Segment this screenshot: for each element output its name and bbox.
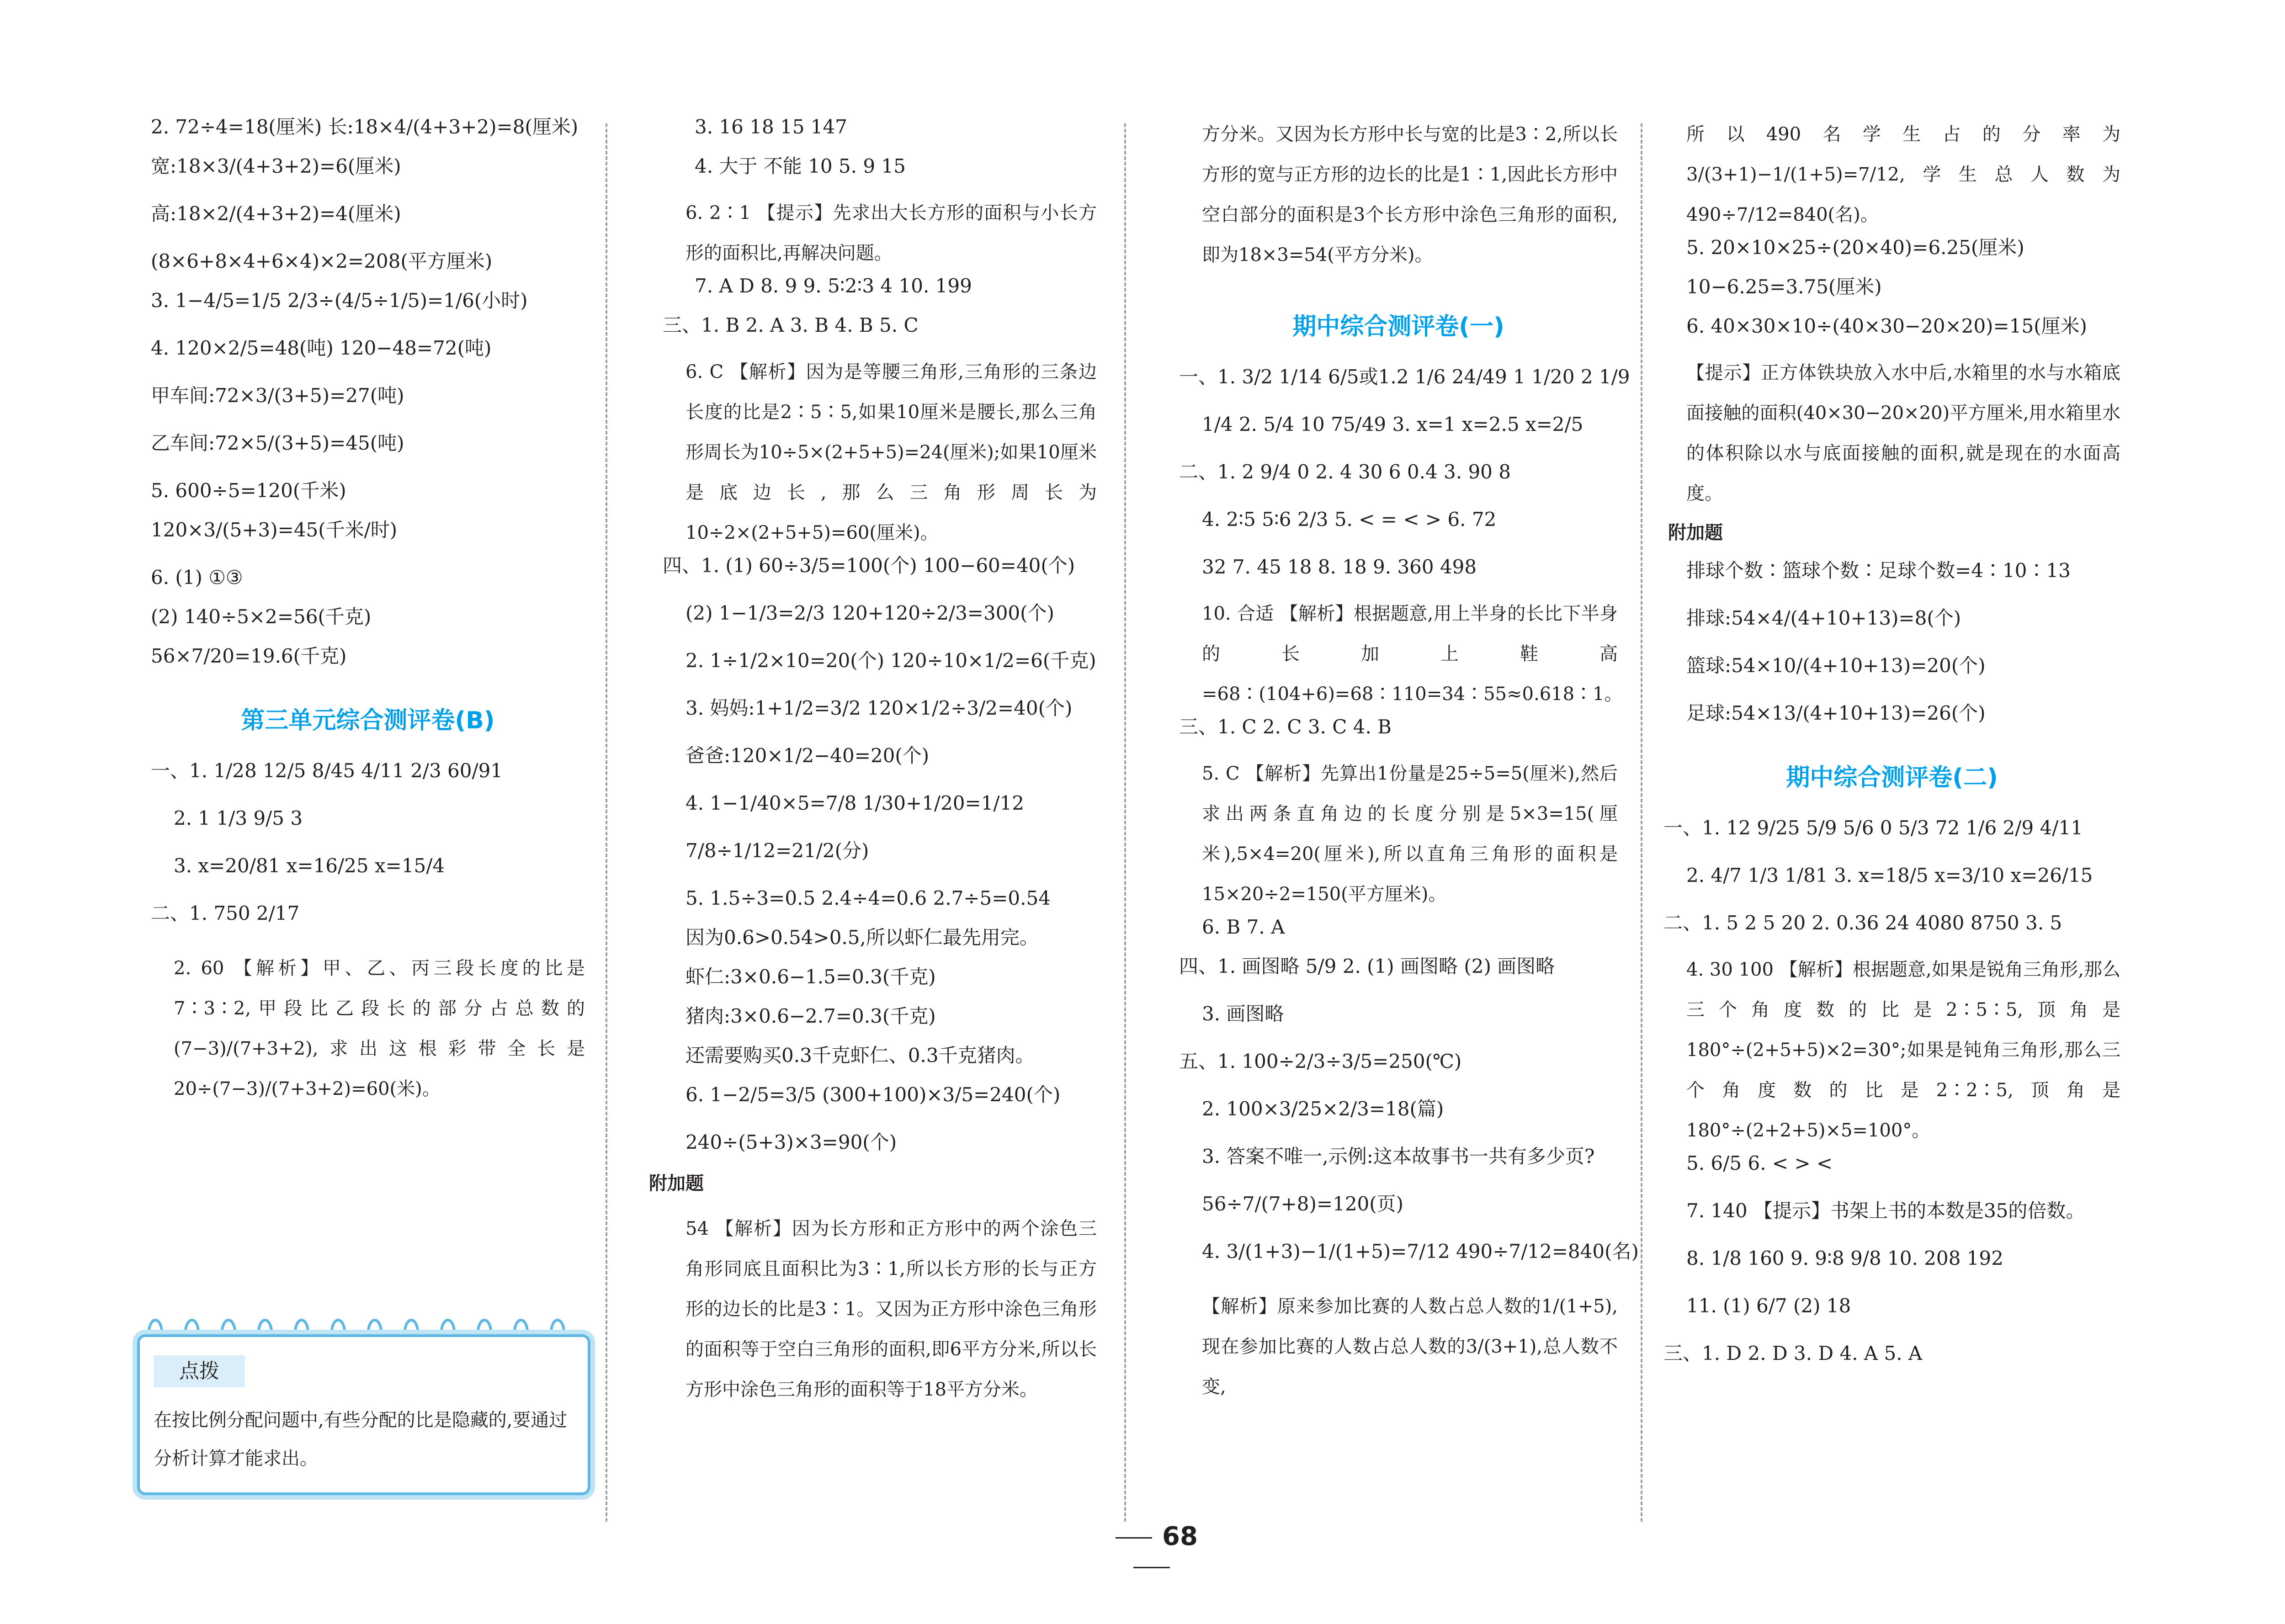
answer-paragraph: 2. 60 【解析】甲、乙、丙三段长度的比是7∶3∶2,甲段比乙段长的部分占总数的(7−3)/(7+3+2),求出这根彩带全长是20÷(7−3)/(7+3+2)=60(米)。 — [174, 958, 585, 1099]
answer-line: 5. 1.5÷3=0.5 2.4÷4=0.6 2.7÷5=0.54 — [686, 887, 1051, 909]
extra-title: 附加题 — [649, 1173, 704, 1194]
answer-line: 二、1. 2 9/4 0 2. 4 30 6 0.4 3. 90 8 — [1179, 461, 1511, 483]
column-1 — [151, 114, 585, 1109]
answer-line: 3. 1−4/5=1/5 2/3÷(4/5÷1/5)=1/6(小时) — [151, 289, 528, 312]
answer-line: 7. A D 8. 9 9. 5∶2∶3 4 10. 199 — [695, 275, 972, 297]
answer-line: 56÷7/(7+8)=120(页) — [1202, 1193, 1404, 1215]
answer-line: 3. 答案不唯一,示例:这本故事书一共有多少页? — [1202, 1145, 1595, 1168]
column-2 — [649, 114, 1097, 1410]
answer-paragraph: 6. C 【解析】因为是等腰三角形,三角形的三条边长度的比是2∶5∶5,如果10厘米是腰长,那么三角形周长为10÷5×(2+5+5)=24(厘米);如果10厘米是底边长,那么三角形周长为10÷2×(2+5+5)=60(厘米)。 — [686, 361, 1097, 543]
answer-line: 宽:18×3/(4+3+2)=6(厘米) — [151, 155, 401, 177]
answer-line: 4. 1−1/40×5=7/8 1/30+1/20=1/12 — [686, 792, 1025, 814]
extra-title: 附加题 — [1668, 522, 1723, 543]
answer-paragraph: 所以490名学生占的分率为3/(3+1)−1/(1+5)=7/12,学生总人数为490÷7/12=840(名)。 — [1686, 124, 2120, 225]
answer-line: 二、1. 750 2/17 — [151, 902, 300, 924]
answer-line: 因为0.6>0.54>0.5,所以虾仁最先用完。 — [686, 926, 1039, 949]
answer-line: 3. x=20/81 x=16/25 x=15/4 — [174, 854, 445, 877]
answer-paragraph: 6. 2∶1 【提示】先求出大长方形的面积与小长方形的面积比,再解决问题。 — [686, 202, 1097, 264]
answer-line: 三、1. D 2. D 3. D 4. A 5. A — [1663, 1342, 1923, 1364]
answer-line: 8. 1/8 160 9. 9∶8 9/8 10. 208 192 — [1686, 1247, 2003, 1269]
answer-line: 11. (1) 6/7 (2) 18 — [1686, 1295, 1851, 1317]
answer-line: 3. 妈妈:1+1/2=3/2 120×1/2÷3/2=40(个) — [686, 697, 1073, 719]
answer-line: 四、1. 画图略 5/9 2. (1) 画图略 (2) 画图略 — [1179, 955, 1555, 977]
answer-line: 2. 4/7 1/3 1/81 3. x=18/5 x=3/10 x=26/15 — [1686, 864, 2093, 886]
answer-line: 三、1. C 2. C 3. C 4. B — [1179, 716, 1392, 738]
answer-line: 2. 1 1/3 9/5 3 — [174, 807, 303, 829]
answer-line: 2. 72÷4=18(厘米) 长:18×4/(4+3+2)=8(厘米) — [151, 116, 579, 138]
answer-line: 120×3/(5+3)=45(千米/时) — [151, 519, 398, 541]
answer-line: 7/8÷1/12=21/2(分) — [686, 839, 869, 862]
answer-line: 虾仁:3×0.6−1.5=0.3(千克) — [686, 966, 936, 988]
answer-line: 7. 140 【提示】书架上书的本数是35的倍数。 — [1686, 1199, 2085, 1222]
answer-paragraph: 54 【解析】因为长方形和正方形中的两个涂色三角形同底且面积比为3∶1,所以长方形的长与正方形的边长的比是3∶1。又因为正方形中涂色三角形的面积等于空白三角形的面积,即6平方分米,所以长方形中涂色三角形的面积等于18平方分米。 — [686, 1218, 1097, 1400]
answer-line: 3. 16 18 15 147 — [695, 116, 847, 138]
answer-line: 10−6.25=3.75(厘米) — [1686, 276, 1882, 298]
answer-line: 6. B 7. A — [1202, 916, 1285, 938]
answer-line: 4. 3/(1+3)−1/(1+5)=7/12 490÷7/12=840(名) — [1202, 1240, 1639, 1263]
answer-line: 还需要购买0.3千克虾仁、0.3千克猪肉。 — [686, 1044, 1035, 1067]
column-divider — [606, 123, 607, 1522]
answer-line: 4. 2∶5 5∶6 2/3 5. < = < > 6. 72 — [1202, 508, 1497, 531]
answer-line: 二、1. 5 2 5 20 2. 0.36 24 4080 8750 3. 5 — [1663, 912, 2062, 934]
answer-line: 4. 大于 不能 10 5. 9 15 — [695, 155, 906, 177]
answer-line: 2. 100×3/25×2/3=18(篇) — [1202, 1098, 1444, 1120]
answer-line: 三、1. B 2. A 3. B 4. B 5. C — [663, 314, 919, 336]
answer-paragraph: 【解析】原来参加比赛的人数占总人数的1/(1+5),现在参加比赛的人数占总人数的3/(3+1),总人数不变, — [1202, 1296, 1618, 1397]
answer-line: (2) 140÷5×2=56(千克) — [151, 605, 372, 628]
answer-line: 一、1. 3/2 1/14 6/5或1.2 1/6 24/49 1 1/20 2 1/9 — [1179, 366, 1630, 388]
answer-line: (8×6+8×4+6×4)×2=208(平方厘米) — [151, 250, 493, 272]
answer-paragraph: 方分米。又因为长方形中长与宽的比是3∶2,所以长方形的宽与正方形的边长的比是1∶1,因此长方形中空白部分的面积是3个长方形中涂色三角形的面积,即为18×3=54(平方分米)。 — [1202, 124, 1618, 265]
answer-line: 5. 6/5 6. < > < — [1686, 1152, 1833, 1174]
answer-line: 足球:54×13/(4+10+13)=26(个) — [1686, 702, 1986, 724]
answer-line: 3. 画图略 — [1202, 1003, 1284, 1025]
answer-line: 4. 120×2/5=48(吨) 120−48=72(吨) — [151, 337, 492, 359]
answer-line: 240÷(5+3)×3=90(个) — [686, 1131, 897, 1153]
answer-line: 5. 600÷5=120(千米) — [151, 479, 346, 502]
answer-line: 一、1. 1/28 12/5 8/45 4/11 2/3 60/91 — [151, 759, 503, 782]
answer-line: 爸爸:120×1/2−40=20(个) — [686, 744, 930, 767]
answer-paragraph: 4. 30 100 【解析】根据题意,如果是锐角三角形,那么三个角度数的比是2∶5∶5,顶角是180°÷(2+5+5)×2=30°;如果是钝角三角形,那么三个角度数的比是2∶2∶5,顶角是180°÷(2+2+5)×5=100°。 — [1686, 959, 2120, 1141]
answer-line: 排球:54×4/(4+10+13)=8(个) — [1686, 607, 1961, 629]
answer-line: 5. 20×10×25÷(20×40)=6.25(厘米) — [1686, 236, 2025, 259]
answer-paragraph: 10. 合适 【解析】根据题意,用上半身的长比下半身的长加上鞋高=68∶(104+6)=68∶110=34∶55≈0.618∶1。 — [1202, 603, 1623, 705]
answer-line: 56×7/20=19.6(千克) — [151, 645, 347, 667]
answer-line: 高:18×2/(4+3+2)=4(厘米) — [151, 202, 401, 225]
answer-line: 1/4 2. 5/4 10 75/49 3. x=1 x=2.5 x=2/5 — [1202, 413, 1584, 435]
answer-line: 一、1. 12 9/25 5/9 5/6 0 5/3 72 1/6 2/9 4/11 — [1663, 817, 2083, 839]
answer-line: 6. 1−2/5=3/5 (300+100)×3/5=240(个) — [686, 1083, 1061, 1106]
tip-text: 在按比例分配问题中,有些分配的比是隐藏的,要通过分析计算才能求出。 — [154, 1410, 568, 1469]
answer-line: 五、1. 100÷2/3÷3/5=250(℃) — [1179, 1050, 1462, 1072]
page-number: 68 — [1079, 1522, 1225, 1581]
answer-line: 6. (1) ①③ — [151, 566, 243, 589]
answer-line: 猪肉:3×0.6−2.7=0.3(千克) — [686, 1005, 936, 1027]
section-title: 期中综合测评卷(一) — [1292, 313, 1504, 340]
answer-paragraph: 【提示】正方体铁块放入水中后,水箱里的水与水箱底面接触的面积(40×30−20×20)平方厘米,用水箱里水的体积除以水与底面接触的面积,就是现在的水面高度。 — [1686, 362, 2120, 504]
answer-line: 篮球:54×10/(4+10+13)=20(个) — [1686, 654, 1986, 677]
tip-box — [137, 1334, 590, 1495]
section-title: 期中综合测评卷(二) — [1786, 764, 1998, 791]
answer-line: 6. 40×30×10÷(40×30−20×20)=15(厘米) — [1686, 315, 2087, 337]
answer-line: (2) 1−1/3=2/3 120+120÷2/3=300(个) — [686, 602, 1054, 624]
answer-line: 排球个数∶篮球个数∶足球个数=4∶10∶13 — [1686, 559, 2071, 582]
column-3 — [1179, 114, 1639, 1407]
answer-line: 乙车间:72×5/(3+5)=45(吨) — [151, 432, 404, 454]
column-divider — [1124, 123, 1126, 1522]
answer-line: 2. 1÷1/2×10=20(个) 120÷10×1/2=6(千克) — [686, 649, 1096, 672]
answer-paragraph: 5. C 【解析】先算出1份量是25÷5=5(厘米),然后求出两条直角边的长度分别是5×3=15(厘米),5×4=20(厘米),所以直角三角形的面积是15×20÷2=150(平方厘米)。 — [1202, 763, 1618, 905]
tip-label: 点拨 — [154, 1355, 245, 1387]
column-divider — [1641, 123, 1642, 1522]
answer-line: 四、1. (1) 60÷3/5=100(个) 100−60=40(个) — [663, 554, 1075, 577]
answer-line: 甲车间:72×3/(3+5)=27(吨) — [151, 384, 404, 407]
section-title: 第三单元综合测评卷(B) — [241, 707, 495, 734]
answer-line: 32 7. 45 18 8. 18 9. 360 498 — [1202, 556, 1477, 578]
column-4 — [1663, 114, 2120, 1380]
